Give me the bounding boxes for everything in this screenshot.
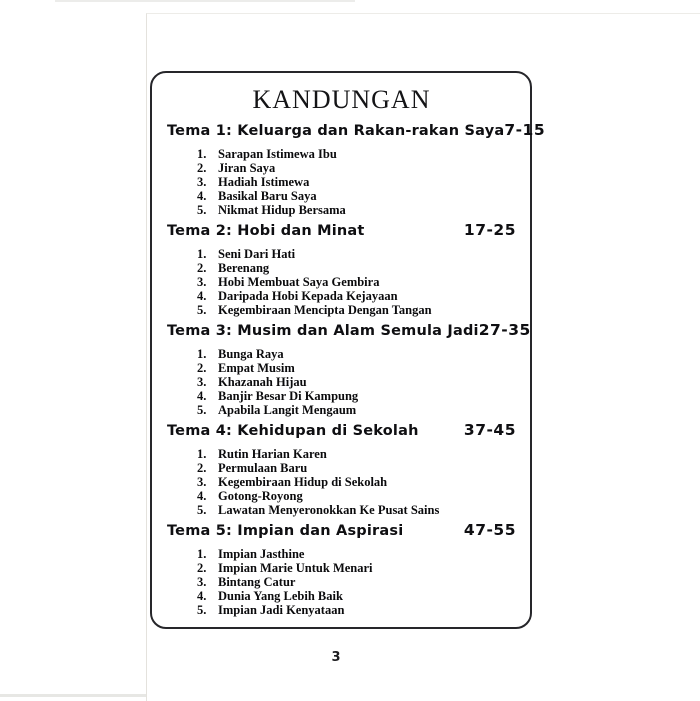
toc-sections [167, 121, 546, 617]
item-title: Gotong-Royong [218, 489, 303, 503]
item-number: 3. [197, 275, 207, 289]
item-number: 5. [197, 503, 207, 517]
toc-item [197, 347, 516, 361]
item-title: Kegembiraan Hidup di Sekolah [218, 475, 388, 489]
item-number: 4. [197, 589, 207, 603]
toc-section-tema-4 [167, 421, 516, 517]
toc-item [197, 375, 516, 389]
item-title: Hadiah Istimewa [218, 175, 310, 189]
item-title: Kegembiraan Mencipta Dengan Tangan [218, 303, 432, 317]
item-title: Rutin Harian Karen [218, 447, 327, 461]
photo-edge-artifact-top [55, 0, 355, 2]
toc-item [197, 275, 516, 289]
item-title: Hobi Membuat Saya Gembira [218, 275, 380, 289]
item-number: 4. [197, 289, 207, 303]
toc-section-tema-1 [167, 121, 546, 217]
toc-item [197, 489, 516, 503]
section-heading-row [167, 421, 516, 441]
item-title: Impian Jasthine [218, 547, 305, 561]
item-title: Khazanah Hijau [218, 375, 307, 389]
item-title: Bunga Raya [218, 347, 284, 361]
section-page-range: 7-15 [504, 121, 546, 139]
item-number: 3. [197, 475, 207, 489]
item-title: Banjir Besar Di Kampung [218, 389, 359, 403]
section-heading-row [167, 221, 516, 241]
toc-item [197, 403, 516, 417]
item-title: Jiran Saya [218, 161, 276, 175]
section-page-range: 37-45 [463, 421, 516, 439]
item-number: 1. [197, 147, 207, 161]
toc-section-tema-5 [167, 521, 516, 617]
toc-item [197, 503, 516, 517]
section-heading-row [167, 521, 516, 541]
section-item-list [197, 247, 516, 317]
section-page-range: 27-35 [478, 321, 531, 339]
section-item-list [197, 447, 516, 517]
item-number: 5. [197, 203, 207, 217]
toc-item [197, 289, 516, 303]
item-title: Basikal Baru Saya [218, 189, 317, 203]
toc-item [197, 147, 516, 161]
item-title: Berenang [218, 261, 270, 275]
toc-item [197, 475, 516, 489]
section-item-list [197, 147, 516, 217]
item-number: 4. [197, 389, 207, 403]
item-title: Permulaan Baru [218, 461, 308, 475]
item-number: 3. [197, 375, 207, 389]
item-number: 5. [197, 303, 207, 317]
item-number: 1. [197, 247, 207, 261]
item-title: Impian Jadi Kenyataan [218, 603, 345, 617]
section-heading-row [167, 121, 546, 141]
section-heading: Tema 4: Kehidupan di Sekolah [167, 423, 419, 439]
page-number: 3 [331, 650, 341, 665]
toc-item [197, 603, 516, 617]
item-number: 2. [197, 461, 207, 475]
item-number: 5. [197, 403, 207, 417]
item-number: 1. [197, 547, 207, 561]
toc-item [197, 261, 516, 275]
item-title: Dunia Yang Lebih Baik [218, 589, 343, 603]
item-title: Lawatan Menyeronokkan Ke Pusat Sains [218, 503, 440, 517]
item-number: 5. [197, 603, 207, 617]
item-number: 1. [197, 347, 207, 361]
toc-item [197, 247, 516, 261]
toc-item [197, 203, 516, 217]
item-number: 1. [197, 447, 207, 461]
toc-item [197, 389, 516, 403]
toc-section-tema-2 [167, 221, 516, 317]
item-title: Bintang Catur [218, 575, 296, 589]
section-heading: Tema 1: Keluarga dan Rakan-rakan Saya [167, 123, 505, 139]
toc-item [197, 561, 516, 575]
toc-item [197, 361, 516, 375]
item-title: Nikmat Hidup Bersama [218, 203, 346, 217]
toc-item [197, 447, 516, 461]
toc-item [197, 547, 516, 561]
section-page-range: 17-25 [463, 221, 516, 239]
section-item-list [197, 347, 516, 417]
contents-frame [150, 71, 546, 629]
item-title: Empat Musim [218, 361, 295, 375]
page-title: KANDUNGAN [252, 85, 431, 114]
item-title: Seni Dari Hati [218, 247, 296, 261]
section-page-range: 47-55 [463, 521, 516, 539]
toc-item [197, 303, 516, 317]
toc-item [197, 189, 516, 203]
item-number: 2. [197, 161, 207, 175]
toc-section-tema-3 [167, 321, 531, 417]
toc-item [197, 161, 516, 175]
item-number: 2. [197, 261, 207, 275]
toc-item [197, 589, 516, 603]
toc-item [197, 461, 516, 475]
item-title: Apabila Langit Mengaum [218, 403, 357, 417]
section-heading: Tema 3: Musim dan Alam Semula Jadi [167, 323, 479, 339]
item-title: Daripada Hobi Kepada Kejayaan [218, 289, 398, 303]
toc-item [197, 575, 516, 589]
item-title: Impian Marie Untuk Menari [218, 561, 373, 575]
item-number: 3. [197, 575, 207, 589]
item-number: 2. [197, 561, 207, 575]
item-number: 4. [197, 489, 207, 503]
item-number: 4. [197, 189, 207, 203]
item-number: 2. [197, 361, 207, 375]
item-number: 3. [197, 175, 207, 189]
section-heading-row [167, 321, 531, 341]
toc-item [197, 175, 516, 189]
section-item-list [197, 547, 516, 617]
section-heading: Tema 5: Impian dan Aspirasi [167, 523, 404, 539]
item-title: Sarapan Istimewa Ibu [218, 147, 337, 161]
section-heading: Tema 2: Hobi dan Minat [167, 223, 365, 239]
